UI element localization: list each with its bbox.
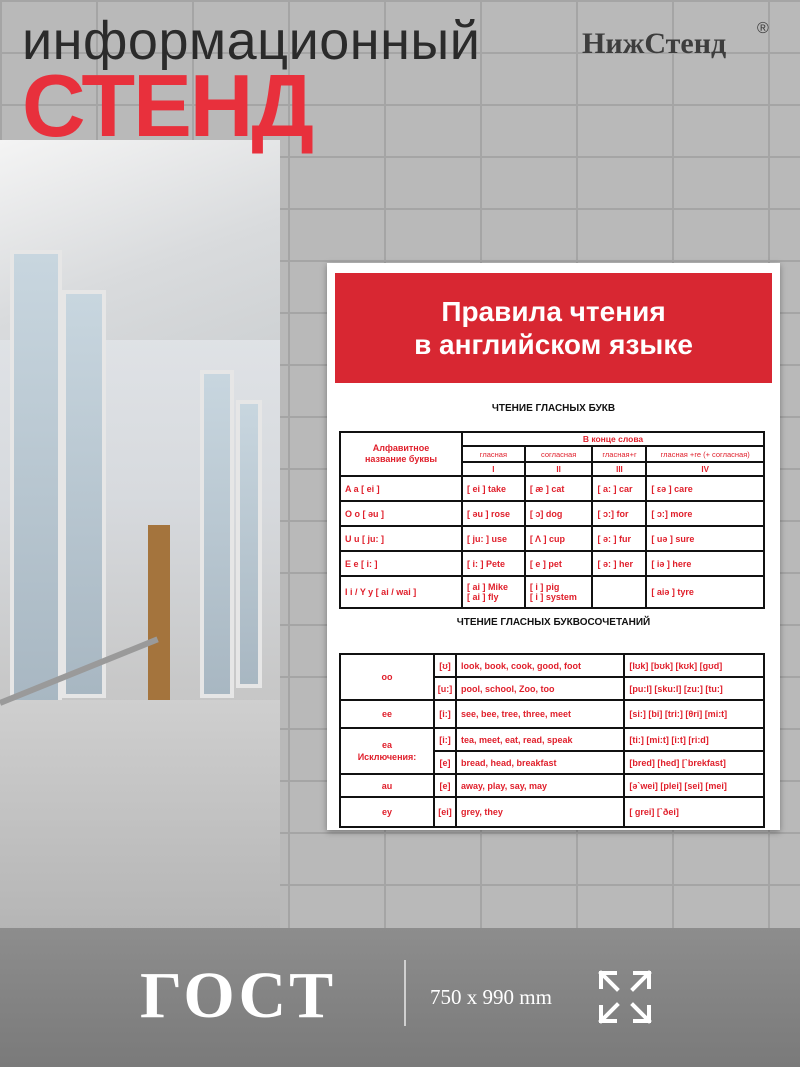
table-row (340, 774, 764, 797)
footer-band (0, 928, 800, 1067)
combo-sym: [e] (434, 774, 456, 797)
table-row (340, 476, 764, 501)
word-end-header: В конце слова (462, 432, 764, 446)
header-line2: СТЕНД (22, 56, 313, 155)
combo-trans: [pu:l] [sku:l] [zu:] [tu:] (624, 677, 764, 700)
combo-trans: [ grei] [`ðei] (624, 797, 764, 827)
poster (327, 263, 780, 830)
table-cell: [ əu ] rose (462, 501, 525, 526)
combos-table (339, 653, 765, 828)
table-row (340, 526, 764, 551)
letter-cell: U u [ ju: ] (340, 526, 462, 551)
combo-sym: [ʊ] (434, 654, 456, 677)
vowels-title: ЧТЕНИЕ ГЛАСНЫХ БУКВ (491, 403, 616, 414)
brand-logo: НижСтенд (582, 27, 727, 60)
alpha-header: Алфавитное название буквы (340, 432, 462, 476)
letter-cell: I i / Y y [ ai / wai ] (340, 576, 462, 608)
poster-banner (335, 273, 772, 383)
combo-trans: [lʊk] [bʊk] [kʊk] [gʊd] (624, 654, 764, 677)
col-header: гласная+r (592, 446, 646, 462)
combo-words: see, bee, tree, three, meet (456, 700, 624, 728)
col-number: I (462, 462, 525, 476)
corridor-photo (0, 140, 280, 930)
table-cell: [ ai ] Mike [ ai ] fly (462, 576, 525, 608)
combo-words: grey, they (456, 797, 624, 827)
combo-words: look, book, cook, good, foot (456, 654, 624, 677)
letter-cell: E e [ i: ] (340, 551, 462, 576)
col-header: согласная (525, 446, 593, 462)
combo-trans: [ti:] [mi:t] [i:t] [ri:d] (624, 728, 764, 751)
table-cell: [ aiə ] tyre (646, 576, 764, 608)
combo-key: au (340, 774, 434, 797)
col-number: II (525, 462, 593, 476)
table-cell: [ uə ] sure (646, 526, 764, 551)
table-cell: [ æ ] cat (525, 476, 593, 501)
combo-trans: [bred] [hed] [`brekfast] (624, 751, 764, 774)
combo-key: ey (340, 797, 434, 827)
poster-title-line1: Правила чтения (441, 296, 666, 327)
combo-sym: [u:] (434, 677, 456, 700)
combo-words: away, play, say, may (456, 774, 624, 797)
combo-words: tea, meet, eat, read, speak (456, 728, 624, 751)
col-header: гласная +re (+ согласная) (646, 446, 764, 462)
table-row (340, 576, 764, 608)
footer-divider (404, 960, 406, 1026)
table-row (340, 797, 764, 827)
combo-trans: [si:] [bi] [tri:] [θri] [mi:t] (624, 700, 764, 728)
table-cell: [ ju: ] use (462, 526, 525, 551)
table-cell: [ e ] pet (525, 551, 593, 576)
combo-sym: [i:] (434, 700, 456, 728)
table-cell: [ a: ] car (592, 476, 646, 501)
combo-trans: [ə`wei] [plei] [sei] [mei] (624, 774, 764, 797)
combo-sym: [i:] (434, 728, 456, 751)
combo-sym: [ei] (434, 797, 456, 827)
table-cell: [ ei ] take (462, 476, 525, 501)
combo-words: pool, school, Zoo, too (456, 677, 624, 700)
table-cell: [ i ] pig [ i ] system (525, 576, 593, 608)
table-cell: [ Λ ] cup (525, 526, 593, 551)
header-line1: информационный (22, 11, 481, 71)
expand-arrows-icon (597, 969, 653, 1025)
table-cell: [ iə ] here (646, 551, 764, 576)
combos-title: ЧТЕНИЕ ГЛАСНЫХ БУКВОСОЧЕТАНИЙ (456, 617, 651, 628)
table-row (340, 654, 764, 677)
combo-sym: [e] (434, 751, 456, 774)
table-cell: [ ə: ] fur (592, 526, 646, 551)
col-number: III (592, 462, 646, 476)
table-row (340, 728, 764, 751)
table-row (340, 551, 764, 576)
table-cell: [ ɔ:] for (592, 501, 646, 526)
registered-mark: ® (757, 20, 769, 37)
combo-key: ee (340, 700, 434, 728)
table-cell: [ εə ] care (646, 476, 764, 501)
table-row (340, 700, 764, 728)
table-cell (592, 576, 646, 608)
letter-cell: O o [ əu ] (340, 501, 462, 526)
gost-label: ГОСТ (140, 959, 337, 1032)
letter-cell: A a [ ei ] (340, 476, 462, 501)
table-row (340, 501, 764, 526)
combo-words: bread, head, breakfast (456, 751, 624, 774)
vowels-table (339, 431, 765, 609)
combo-key: oo (340, 654, 434, 700)
table-cell: [ ɔ:] more (646, 501, 764, 526)
poster-title-line2: в английском языке (414, 329, 693, 360)
table-cell: [ ɔ] dog (525, 501, 593, 526)
col-number: IV (646, 462, 764, 476)
size-label: 750 x 990 mm (430, 985, 552, 1009)
table-cell: [ ə: ] her (592, 551, 646, 576)
col-header: гласная (462, 446, 525, 462)
combo-key: ea Исключения: (340, 728, 434, 774)
table-cell: [ i: ] Pete (462, 551, 525, 576)
